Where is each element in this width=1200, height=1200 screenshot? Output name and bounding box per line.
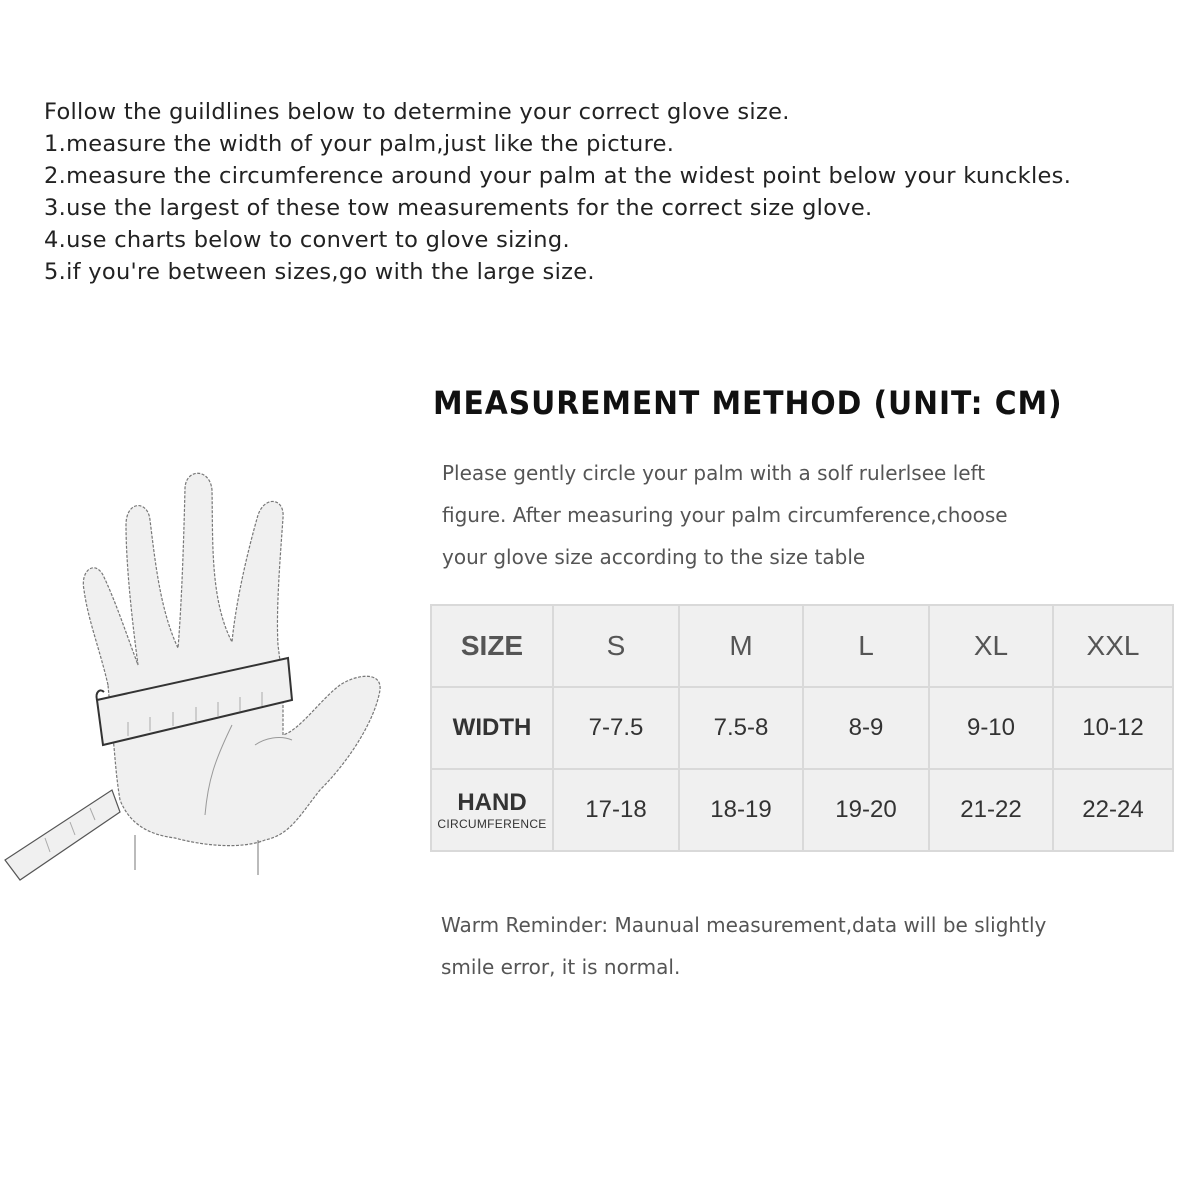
description-line: your glove size according to the size table <box>442 545 866 569</box>
table-row-width <box>431 687 1173 769</box>
intro-line: 3.use the largest of these tow measurements for the correct size glove. <box>44 195 873 221</box>
row-label-sub: CIRCUMFERENCE <box>437 817 547 831</box>
table-cell: 10-12 <box>1053 687 1173 769</box>
hand-with-measuring-tape-icon <box>0 460 400 890</box>
intro-line: 5.if you're between sizes,go with the large size. <box>44 259 595 285</box>
size-header-row <box>431 605 1173 687</box>
table-cell: 9-10 <box>929 687 1053 769</box>
table-cell: 21-22 <box>929 769 1053 851</box>
intro-line: 4.use charts below to convert to glove sizing. <box>44 227 570 253</box>
description-line: figure. After measuring your palm circumference,choose <box>442 503 1008 527</box>
row-label-width: WIDTH <box>431 687 553 769</box>
intro-line: 1.measure the width of your palm,just like the picture. <box>44 131 675 157</box>
table-cell: 22-24 <box>1053 769 1173 851</box>
size-xl: XL <box>929 605 1053 687</box>
intro-instructions <box>44 96 1071 288</box>
reminder-line: smile error, it is normal. <box>441 955 681 979</box>
row-label-main: HAND <box>457 789 527 816</box>
table-cell: 17-18 <box>553 769 679 851</box>
size-l: L <box>803 605 929 687</box>
warm-reminder <box>441 904 1046 988</box>
table-row-hand-circumference <box>431 769 1173 851</box>
size-s: S <box>553 605 679 687</box>
size-header-label: SIZE <box>431 605 553 687</box>
table-cell: 7.5-8 <box>679 687 803 769</box>
size-xxl: XXL <box>1053 605 1173 687</box>
table-cell: 7-7.5 <box>553 687 679 769</box>
measurement-method-title: MEASUREMENT METHOD (UNIT: CM) <box>433 384 1063 422</box>
intro-line: 2.measure the circumference around your palm at the widest point below your kunckles. <box>44 163 1072 189</box>
row-label-hand-circumference <box>431 769 553 851</box>
size-m: M <box>679 605 803 687</box>
size-table <box>430 604 1174 852</box>
measurement-description <box>442 452 1142 578</box>
table-cell: 8-9 <box>803 687 929 769</box>
table-cell: 18-19 <box>679 769 803 851</box>
intro-line: Follow the guildlines below to determine your correct glove size. <box>44 99 790 125</box>
description-line: Please gently circle your palm with a solf rulerlsee left <box>442 461 986 485</box>
table-cell: 19-20 <box>803 769 929 851</box>
reminder-line: Warm Reminder: Maunual measurement,data will be slightly <box>441 913 1047 937</box>
